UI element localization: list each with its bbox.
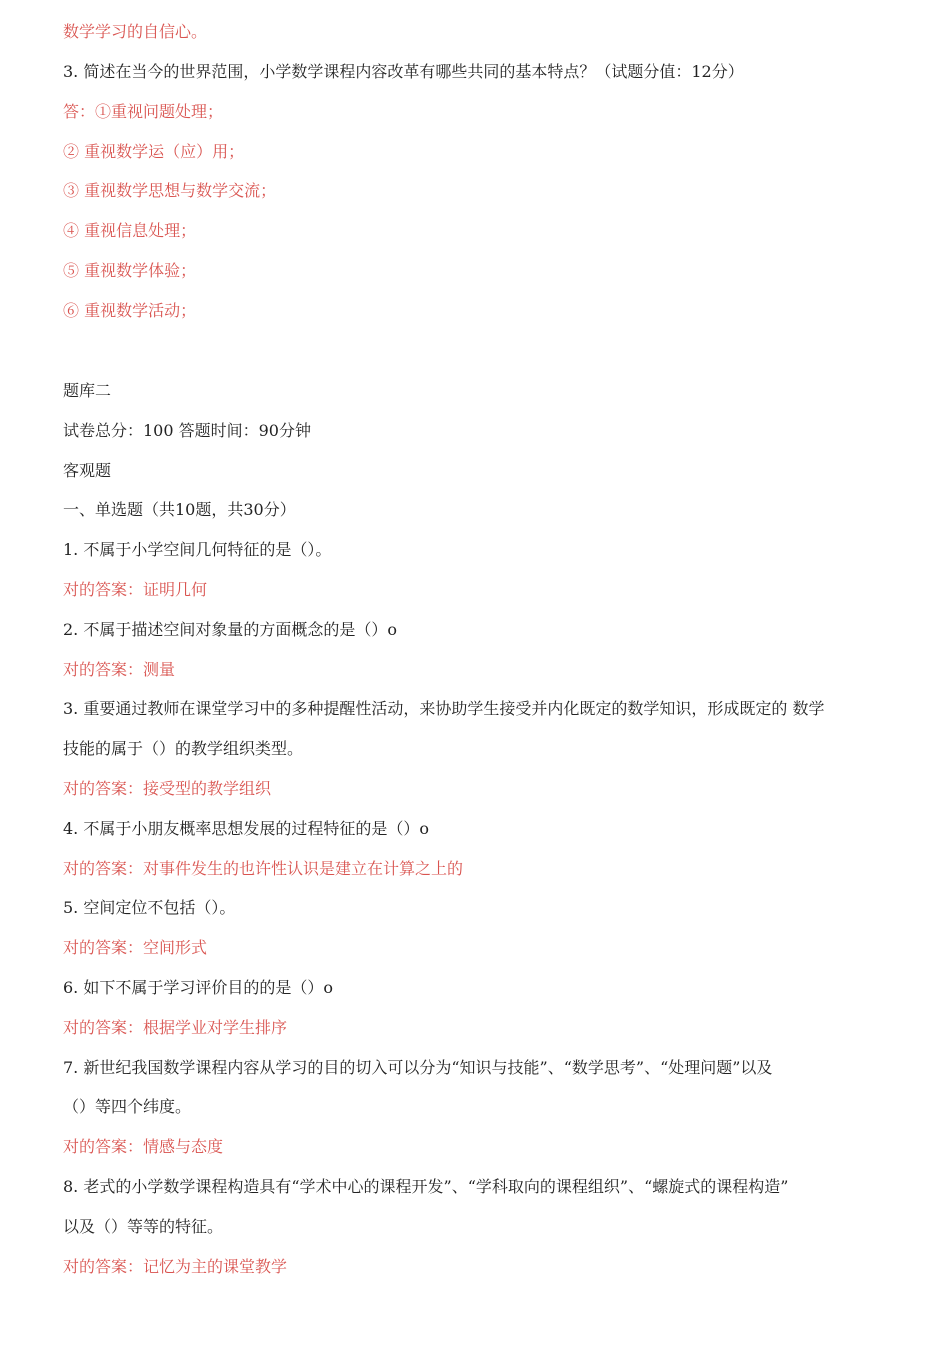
answer-6: 对的答案：根据学业对学生排序 xyxy=(63,1018,288,1037)
question-8-line-1: 8. 老式的小学数学课程构造具有“学术中心的课程开发”、“学科取向的课程组织”、“螺旋式的课程构造” xyxy=(63,1177,789,1196)
question-7-line-1: 7. 新世纪我国数学课程内容从学习的目的切入可以分为“知识与技能”、“数学思考”、“处理问题”以及 xyxy=(63,1058,773,1077)
answer-item-5: ⑤ 重视数学体验； xyxy=(63,261,197,280)
section-title: 题库二 xyxy=(63,381,112,400)
answer-item-6: ⑥ 重视数学活动； xyxy=(63,301,197,320)
answer-item-1: 答：①重视问题处理； xyxy=(63,102,224,121)
question-3-line-1: 3. 重要通过教师在课堂学习中的多种提醒性活动，来协助学生接受并内化既定的数学知识，形成既定的 数学 xyxy=(63,699,825,718)
answer-item-4: ④ 重视信息处理； xyxy=(63,221,197,240)
answer-1: 对的答案：证明几何 xyxy=(63,580,208,599)
question-6: 6. 如下不属于学习评价目的的是（）o xyxy=(63,978,333,997)
answer-item-2: ② 重视数学运（应）用； xyxy=(63,142,245,161)
answer-7: 对的答案：情感与态度 xyxy=(63,1137,224,1156)
question-3-line-2: 技能的属于（）的教学组织类型。 xyxy=(63,739,304,758)
answer-8: 对的答案：记忆为主的课堂教学 xyxy=(63,1257,288,1276)
question-4: 4. 不属于小朋友概率思想发展的过程特征的是（）o xyxy=(63,819,429,838)
answer-2: 对的答案：测量 xyxy=(63,660,176,679)
question-5: 5. 空间定位不包括（）。 xyxy=(63,898,236,917)
question-3: 3. 简述在当今的世界范围，小学数学课程内容改革有哪些共同的基本特点？（试题分值：12分） xyxy=(63,62,744,81)
question-8-line-2: 以及（）等等的特征。 xyxy=(63,1217,224,1236)
answer-3: 对的答案：接受型的教学组织 xyxy=(63,779,272,798)
answer-text-continuation: 数学学习的自信心。 xyxy=(63,22,208,41)
answer-item-3: ③ 重视数学思想与数学交流； xyxy=(63,181,277,200)
part-heading: 一、单选题（共10题，共30分） xyxy=(63,500,296,519)
exam-info: 试卷总分：100 答题时间：90分钟 xyxy=(63,421,311,440)
question-1: 1. 不属于小学空间几何特征的是（）。 xyxy=(63,540,332,559)
answer-5: 对的答案：空间形式 xyxy=(63,938,208,957)
section-subtitle: 客观题 xyxy=(63,461,112,480)
answer-4: 对的答案：对事件发生的也许性认识是建立在计算之上的 xyxy=(63,859,464,878)
question-2: 2. 不属于描述空间对象量的方面概念的是（）o xyxy=(63,620,397,639)
question-7-line-2: （）等四个纬度。 xyxy=(63,1097,192,1116)
